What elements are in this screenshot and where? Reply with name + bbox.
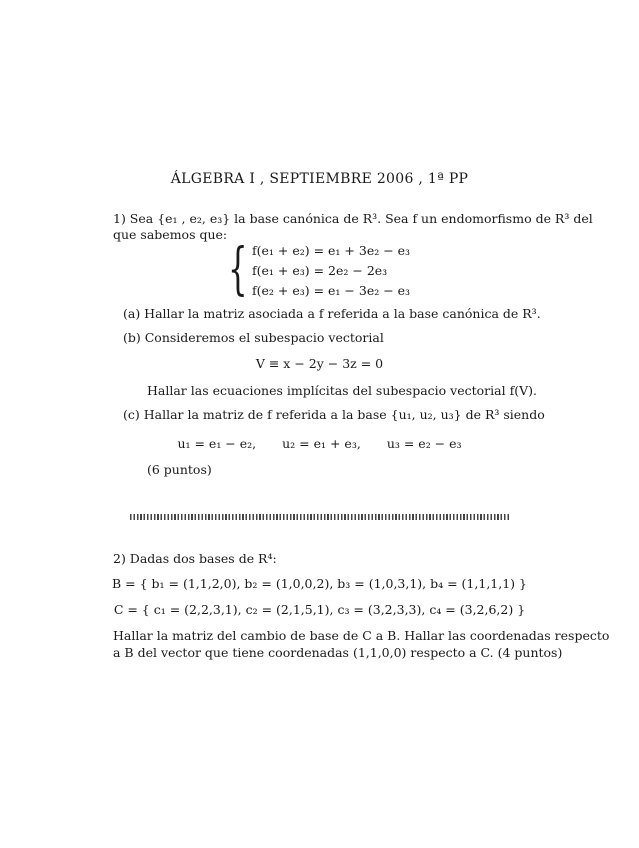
part-b-question: Hallar las ecuaciones implícitas del subespacio vectorial f(V). [147,383,537,398]
system-equation-1: f(e₁ + e₂) = e₁ + 3e₂ − e₃ [252,243,411,258]
basis-u2: u₂ = e₁ + e₃, [282,436,361,451]
problem1-points: (6 puntos) [147,462,212,477]
basis-u3: u₃ = e₂ − e₃ [386,436,462,451]
part-b: (b) Consideremos el subespacio vectorial [123,330,384,345]
part-c: (c) Hallar la matriz de f referida a la base {u₁, u₂, u₃} de R³ siendo [123,407,545,422]
problem2-text-line1: Hallar la matriz del cambio de base de C a B. Hallar las coordenadas respecto [113,628,610,643]
system-brace: { [228,237,248,302]
part-c-basis [0,436,639,451]
basis-C: C = { c₁ = (2,2,3,1), c₂ = (2,1,5,1), c₃ = (3,2,3,3), c₄ = (3,2,6,2) } [113,602,526,617]
problem2-text-line2: a B del vector que tiene coordenadas (1,1,0,0) respecto a C. (4 puntos) [113,645,563,660]
basis-B: B = { b₁ = (1,1,2,0), b₂ = (1,0,0,2), b₃ = (1,0,3,1), b₄ = (1,1,1,1) } [112,576,527,591]
system-equation-2: f(e₁ + e₃) = 2e₂ − 2e₃ [252,263,388,278]
problem2-intro: 2) Dadas dos bases de R⁴: [113,551,277,566]
page-title: ÁLGEBRA I , SEPTIEMBRE 2006 , 1ª PP [170,171,469,187]
problem1-intro-line1: 1) Sea {e₁ , e₂, e₃} la base canónica de R³. Sea f un endomorfismo de R³ del [113,211,593,226]
system-equation-3: f(e₂ + e₃) = e₁ − 3e₂ − e₃ [252,283,411,298]
problem1-intro-line2: que sabemos que: [113,227,228,242]
separator-line [130,514,511,520]
part-b-equation: V ≡ x − 2y − 3z = 0 [255,356,384,371]
basis-u1: u₁ = e₁ − e₂, [177,436,257,451]
part-a: (a) Hallar la matriz asociada a f referida a la base canónica de R³. [123,306,541,321]
